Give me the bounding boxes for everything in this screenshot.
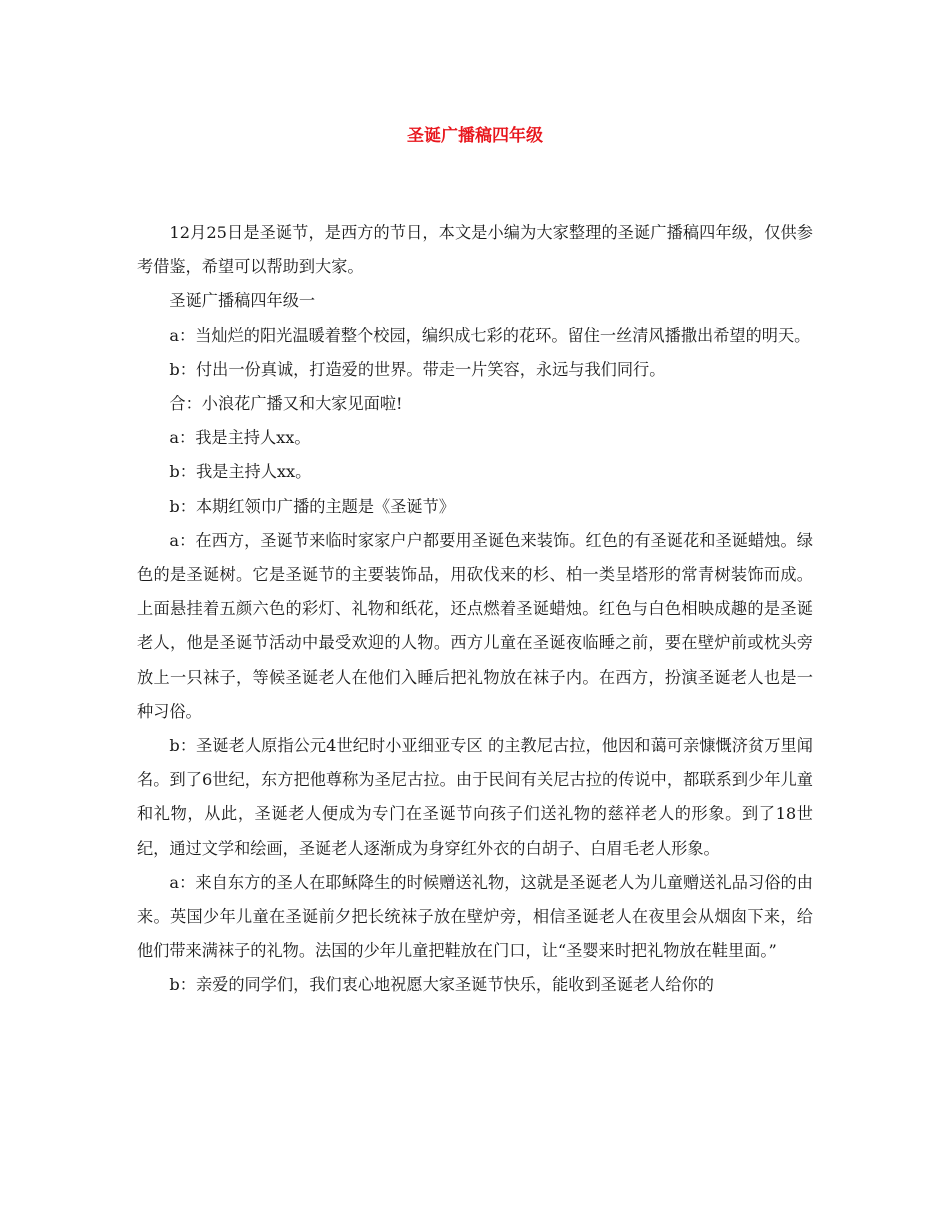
script-line: b：本期红领巾广播的主题是《圣诞节》 [169, 496, 455, 516]
script-line: b：圣诞老人原指公元4世纪时小亚细亚专区 的主教尼古拉，他因和蔼可亲慷慨济贫万里闻名。到了6世纪，东方把他尊称为圣尼古拉。由于民间有关尼古拉的传说中，都联系到少年儿童和礼物，从此，圣诞老人便成为专门在圣诞节向孩子们送礼物的慈祥老人的形象。到了18世纪，通过文学和绘画，圣诞老人逐渐成为身穿红外衣的白胡子、白眉毛老人形象。 [137, 736, 813, 858]
section-heading: 圣诞广播稿四年级一 [169, 291, 316, 311]
script-line: 合：小浪花广播又和大家见面啦! [169, 394, 403, 414]
script-line: a：当灿烂的阳光温暖着整个校园，编织成七彩的花环。留住一丝清风播撒出希望的明天。 [169, 325, 811, 345]
document-body [137, 216, 813, 1003]
script-line: b：我是主持人xx。 [169, 462, 312, 482]
script-line: b：亲爱的同学们，我们衷心地祝愿大家圣诞节快乐，能收到圣诞老人给你的 [169, 975, 714, 995]
script-line: a：我是主持人xx。 [169, 428, 311, 448]
document-title: 圣诞广播稿四年级 [407, 126, 543, 146]
intro-paragraph: 12月25日是圣诞节，是西方的节日，本文是小编为大家整理的圣诞广播稿四年级，仅供参考借鉴，希望可以帮助到大家。 [137, 223, 813, 277]
script-line: b：付出一份真诚，打造爱的世界。带走一片笑容，永远与我们同行。 [169, 359, 666, 379]
script-line: a：来自东方的圣人在耶稣降生的时候赠送礼物，这就是圣诞老人为儿童赠送礼品习俗的由来。英国少年儿童在圣诞前夕把长统袜子放在壁炉旁，相信圣诞老人在夜里会从烟囱下来，给他们带来满袜子的礼物。法国的少年儿童把鞋放在门口，让“圣婴来时把礼物放在鞋里面。” [137, 872, 813, 961]
script-line: a：在西方，圣诞节来临时家家户户都要用圣诞色来装饰。红色的有圣诞花和圣诞蜡烛。绿色的是圣诞树。它是圣诞节的主要装饰品，用砍伐来的杉、柏一类呈塔形的常青树装饰而成。上面悬挂着五颜六色的彩灯、礼物和纸花，还点燃着圣诞蜡烛。红色与白色相映成趣的是圣诞老人，他是圣诞节活动中最受欢迎的人物。西方儿童在圣诞夜临睡之前，要在壁炉前或枕头旁放上一只袜子，等候圣诞老人在他们入睡后把礼物放在袜子内。在西方，扮演圣诞老人也是一种习俗。 [137, 530, 813, 721]
